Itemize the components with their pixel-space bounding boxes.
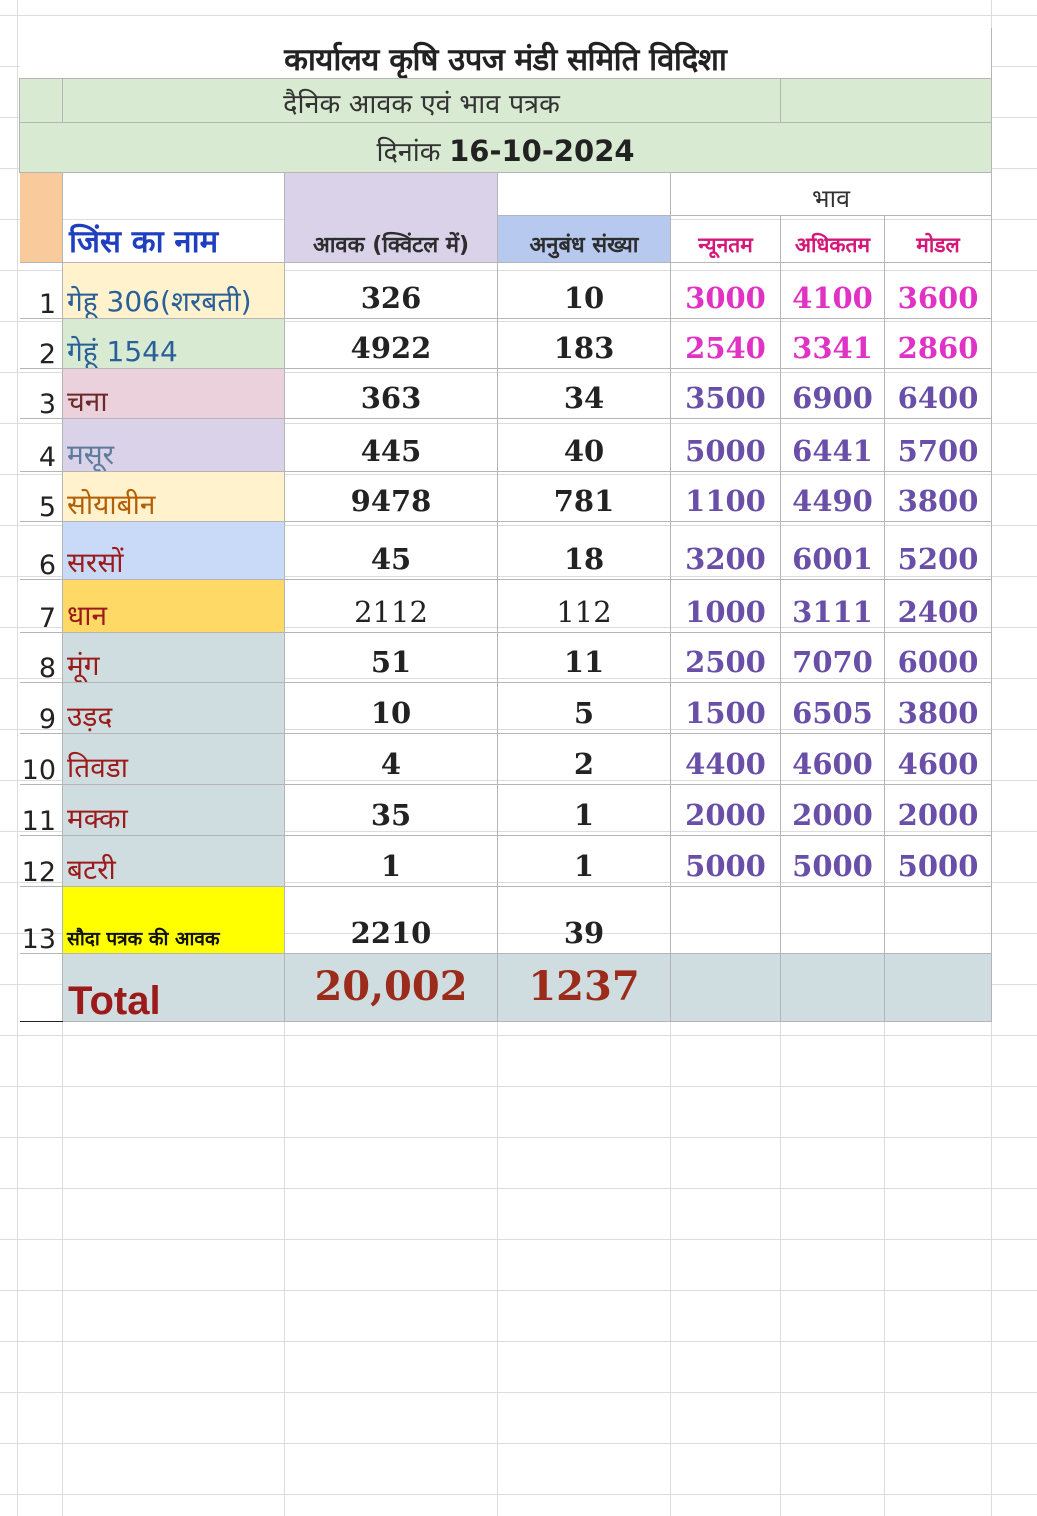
- row-number[interactable]: 7: [20, 579, 63, 632]
- commodity-name[interactable]: गेहूं 1544: [63, 318, 285, 368]
- contracts-value[interactable]: 5: [498, 682, 671, 733]
- arrival-value[interactable]: 2112: [285, 579, 498, 632]
- table-row: [20, 418, 992, 471]
- max-price[interactable]: 6900: [781, 368, 885, 418]
- contracts-value[interactable]: 112: [498, 579, 671, 632]
- header-arrival-cell[interactable]: [285, 172, 498, 262]
- page-title: कार्यालय कृषि उपज मंडी समिति विदिशा: [284, 41, 727, 78]
- modal-price[interactable]: 5000: [885, 835, 992, 886]
- min-price[interactable]: 1100: [671, 471, 781, 521]
- header-modal-cell[interactable]: [885, 215, 992, 262]
- max-price[interactable]: 6001: [781, 521, 885, 579]
- date-label: दिनांक: [376, 136, 441, 168]
- min-price[interactable]: 2540: [671, 318, 781, 368]
- row-number[interactable]: 4: [20, 418, 63, 471]
- commodity-name[interactable]: मक्का: [63, 784, 285, 835]
- max-price[interactable]: 7070: [781, 632, 885, 682]
- arrival-value[interactable]: 445: [285, 418, 498, 471]
- commodity-name[interactable]: धान: [63, 579, 285, 632]
- arrival-value[interactable]: 326: [285, 262, 498, 318]
- min-price[interactable]: 5000: [671, 835, 781, 886]
- min-price[interactable]: 2500: [671, 632, 781, 682]
- table-row: [20, 733, 992, 784]
- total-label[interactable]: Total: [63, 953, 285, 1021]
- contracts-value[interactable]: 18: [498, 521, 671, 579]
- min-price[interactable]: 5000: [671, 418, 781, 471]
- contracts-value[interactable]: 1: [498, 835, 671, 886]
- min-price[interactable]: 3200: [671, 521, 781, 579]
- contracts-value[interactable]: 183: [498, 318, 671, 368]
- date-value: 16-10-2024: [449, 133, 635, 168]
- title-cell[interactable]: [20, 28, 992, 78]
- modal-price[interactable]: 2860: [885, 318, 992, 368]
- table-row: [20, 835, 992, 886]
- arrival-value[interactable]: 9478: [285, 471, 498, 521]
- contracts-value[interactable]: 1: [498, 784, 671, 835]
- header-name-cell[interactable]: [63, 172, 285, 262]
- row-number[interactable]: 13: [20, 886, 63, 953]
- commodity-name[interactable]: सोयाबीन: [63, 471, 285, 521]
- modal-price[interactable]: 5200: [885, 521, 992, 579]
- arrival-value[interactable]: 4922: [285, 318, 498, 368]
- min-price[interactable]: 1500: [671, 682, 781, 733]
- modal-price[interactable]: 5700: [885, 418, 992, 471]
- modal-price[interactable]: 6400: [885, 368, 992, 418]
- header-min-cell[interactable]: [671, 215, 781, 262]
- min-price[interactable]: 2000: [671, 784, 781, 835]
- cell[interactable]: [781, 953, 885, 1021]
- arrival-value[interactable]: 45: [285, 521, 498, 579]
- contracts-value[interactable]: 10: [498, 262, 671, 318]
- min-price[interactable]: 4400: [671, 733, 781, 784]
- contracts-value[interactable]: 781: [498, 471, 671, 521]
- total-contracts[interactable]: 1237: [498, 953, 671, 1021]
- header-modal: मोडल: [916, 232, 960, 257]
- table-row: [20, 521, 992, 579]
- min-price[interactable]: 3000: [671, 262, 781, 318]
- arrival-value[interactable]: 363: [285, 368, 498, 418]
- gridline: [497, 1022, 498, 1516]
- cell[interactable]: [781, 886, 885, 953]
- commodity-name[interactable]: तिवडा: [63, 733, 285, 784]
- max-price[interactable]: 4100: [781, 262, 885, 318]
- table-row: [20, 682, 992, 733]
- table-row: [20, 632, 992, 682]
- max-price[interactable]: 2000: [781, 784, 885, 835]
- header-arrival: आवक (क्विंटल में): [312, 232, 470, 258]
- row-number[interactable]: 3: [20, 368, 63, 418]
- header-name: जिंस का नाम: [69, 223, 219, 260]
- table-row: [20, 886, 992, 953]
- header-min: न्यूनतम: [698, 232, 753, 257]
- date-cell[interactable]: [20, 122, 992, 172]
- max-price[interactable]: 3111: [781, 579, 885, 632]
- row-number[interactable]: 9: [20, 682, 63, 733]
- table-row: [20, 784, 992, 835]
- modal-price[interactable]: 2000: [885, 784, 992, 835]
- contracts-value[interactable]: 2: [498, 733, 671, 784]
- commodity-name[interactable]: चना: [63, 368, 285, 418]
- cell[interactable]: [20, 172, 63, 262]
- row-number[interactable]: 1: [20, 262, 63, 318]
- arrival-value[interactable]: 10: [285, 682, 498, 733]
- modal-price[interactable]: 3600: [885, 262, 992, 318]
- row-number[interactable]: 12: [20, 835, 63, 886]
- row-number[interactable]: 6: [20, 521, 63, 579]
- commodity-name[interactable]: बटरी: [63, 835, 285, 886]
- sauda-label[interactable]: सौदा पत्रक की आवक: [63, 886, 285, 953]
- date-line: [376, 133, 635, 172]
- row-number[interactable]: 11: [20, 784, 63, 835]
- gridline: [284, 1022, 285, 1516]
- cell[interactable]: [498, 172, 671, 215]
- modal-price[interactable]: 3800: [885, 471, 992, 521]
- header-contracts: अनुबंध संख्या: [529, 232, 639, 258]
- price-table: [19, 28, 992, 1022]
- table-row: [20, 579, 992, 632]
- arrival-value[interactable]: 2210: [285, 886, 498, 953]
- cell[interactable]: [20, 78, 63, 122]
- commodity-name[interactable]: मूंग: [63, 632, 285, 682]
- modal-price[interactable]: 2400: [885, 579, 992, 632]
- arrival-value[interactable]: 4: [285, 733, 498, 784]
- table-row: [20, 262, 992, 318]
- modal-price[interactable]: 4600: [885, 733, 992, 784]
- subtitle: दैनिक आवक एवं भाव पत्रक: [283, 88, 560, 120]
- header-bhav-cell[interactable]: [671, 172, 992, 215]
- header-max: अधिकतम: [794, 232, 871, 257]
- header-max-cell[interactable]: [781, 215, 885, 262]
- cell[interactable]: [20, 953, 63, 1021]
- arrival-value[interactable]: 1: [285, 835, 498, 886]
- gridline: [62, 1022, 63, 1516]
- commodity-name[interactable]: गेहू 306(शरबती): [63, 262, 285, 318]
- cell[interactable]: [885, 953, 992, 1021]
- arrival-value[interactable]: 51: [285, 632, 498, 682]
- modal-price[interactable]: 6000: [885, 632, 992, 682]
- cell[interactable]: [781, 78, 992, 122]
- cell[interactable]: [671, 953, 781, 1021]
- gridline: [780, 1022, 781, 1516]
- contracts-value[interactable]: 11: [498, 632, 671, 682]
- min-price[interactable]: 1000: [671, 579, 781, 632]
- contracts-value[interactable]: 34: [498, 368, 671, 418]
- total-arrival[interactable]: 20,002: [285, 953, 498, 1021]
- arrival-value[interactable]: 35: [285, 784, 498, 835]
- max-price[interactable]: 5000: [781, 835, 885, 886]
- max-price[interactable]: 4600: [781, 733, 885, 784]
- gridline: [991, 1022, 992, 1516]
- gridline: [670, 1022, 671, 1516]
- contracts-value[interactable]: 40: [498, 418, 671, 471]
- table-row: [20, 318, 992, 368]
- header-bhav: भाव: [812, 183, 850, 213]
- total-row: [20, 953, 992, 1021]
- table-row: [20, 471, 992, 521]
- table-row: [20, 368, 992, 418]
- max-price[interactable]: 4490: [781, 471, 885, 521]
- contracts-value[interactable]: 39: [498, 886, 671, 953]
- cell[interactable]: [671, 886, 781, 953]
- row-number[interactable]: 2: [20, 318, 63, 368]
- row-number[interactable]: 8: [20, 632, 63, 682]
- subtitle-cell[interactable]: [63, 78, 781, 122]
- commodity-name[interactable]: उड़द: [63, 682, 285, 733]
- row-number[interactable]: 10: [20, 733, 63, 784]
- row-number[interactable]: 5: [20, 471, 63, 521]
- gridline: [884, 1022, 885, 1516]
- max-price[interactable]: 6441: [781, 418, 885, 471]
- modal-price[interactable]: 3800: [885, 682, 992, 733]
- cell[interactable]: [885, 886, 992, 953]
- max-price[interactable]: 3341: [781, 318, 885, 368]
- max-price[interactable]: 6505: [781, 682, 885, 733]
- commodity-name[interactable]: मसूर: [63, 418, 285, 471]
- commodity-name[interactable]: सरसों: [63, 521, 285, 579]
- min-price[interactable]: 3500: [671, 368, 781, 418]
- header-contracts-cell[interactable]: [498, 215, 671, 262]
